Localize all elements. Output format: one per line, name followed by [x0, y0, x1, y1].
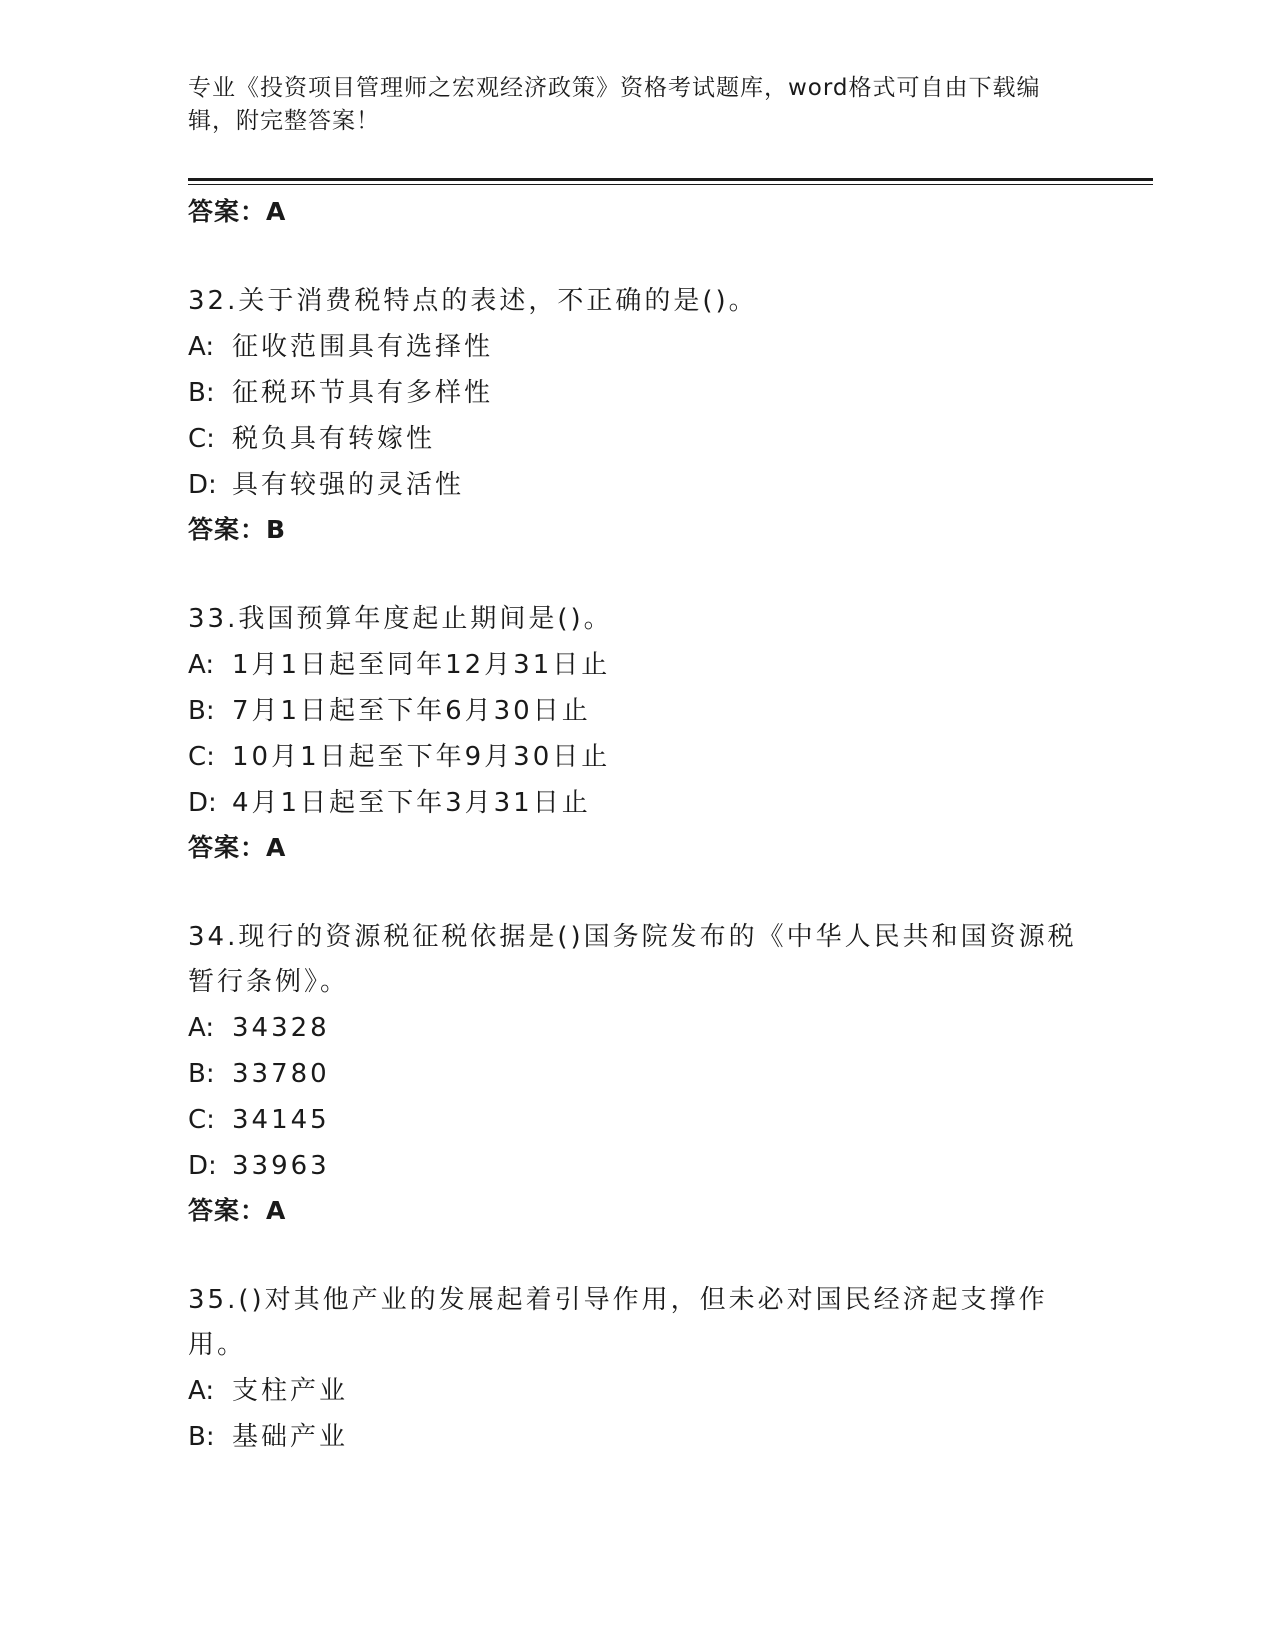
option-letter: B: — [188, 696, 215, 726]
option-text: 4月1日起至下年3月31日止 — [232, 788, 591, 818]
option-letter: D: — [188, 788, 217, 818]
option-text: 7月1日起至下年6月30日止 — [232, 696, 591, 726]
option-c — [188, 416, 1088, 462]
option-letter: B: — [188, 1422, 215, 1452]
option-letter: A: — [188, 650, 215, 680]
question-stem: 32.关于消费税特点的表述，不正确的是()。 — [188, 286, 758, 316]
answer-line: 答案：A — [188, 1196, 287, 1225]
header-divider-thick — [188, 178, 1153, 181]
option-a — [188, 642, 1088, 688]
option-d — [188, 1143, 1088, 1189]
answer-line: 答案：B — [188, 515, 287, 544]
question-block — [188, 597, 1088, 870]
question-block — [188, 915, 1088, 1233]
option-letter: D: — [188, 1151, 217, 1181]
option-letter: D: — [188, 470, 217, 500]
option-text: 1月1日起至同年12月31日止 — [232, 650, 611, 680]
question-block — [188, 279, 1088, 552]
question-block — [188, 1278, 1088, 1460]
option-c — [188, 1097, 1088, 1143]
option-b — [188, 370, 1088, 416]
question-stem: 34.现行的资源税征税依据是()国务院发布的《中华人民共和国资源税暂行条例》。 — [188, 922, 1077, 997]
option-a — [188, 1005, 1088, 1051]
option-d — [188, 462, 1088, 508]
question-stem: 35.()对其他产业的发展起着引导作用，但未必对国民经济起支撑作用。 — [188, 1285, 1048, 1360]
answer-line: 答案：A — [188, 833, 287, 862]
option-c — [188, 734, 1088, 780]
option-b — [188, 1414, 1088, 1460]
option-b — [188, 1051, 1088, 1097]
option-text: 33963 — [232, 1151, 330, 1181]
option-text: 税负具有转嫁性 — [232, 424, 436, 454]
option-text: 34328 — [232, 1013, 330, 1043]
answer-line: 答案：A — [188, 197, 287, 226]
option-text: 34145 — [232, 1105, 330, 1135]
option-letter: A: — [188, 332, 215, 362]
option-a — [188, 1368, 1088, 1414]
option-text: 基础产业 — [232, 1422, 349, 1452]
option-text: 征收范围具有选择性 — [232, 332, 494, 362]
option-letter: A: — [188, 1013, 215, 1043]
option-letter: B: — [188, 378, 215, 408]
option-text: 支柱产业 — [232, 1376, 349, 1406]
question-stem: 33.我国预算年度起止期间是()。 — [188, 604, 613, 634]
option-text: 33780 — [232, 1059, 330, 1089]
option-letter: B: — [188, 1059, 215, 1089]
option-b — [188, 688, 1088, 734]
option-d — [188, 780, 1088, 826]
option-text: 10月1日起至下年9月30日止 — [232, 742, 611, 772]
option-text: 征税环节具有多样性 — [232, 378, 494, 408]
page-header: 专业《投资项目管理师之宏观经济政策》资格考试题库，word格式可自由下载编辑，附完整答案！ — [188, 75, 1041, 134]
question-list — [188, 190, 1088, 1460]
option-letter: C: — [188, 1105, 215, 1135]
option-letter: C: — [188, 424, 215, 454]
option-letter: C: — [188, 742, 215, 772]
option-letter: A: — [188, 1376, 215, 1406]
option-a — [188, 324, 1088, 370]
option-text: 具有较强的灵活性 — [232, 470, 465, 500]
header-divider-thin — [188, 184, 1153, 185]
